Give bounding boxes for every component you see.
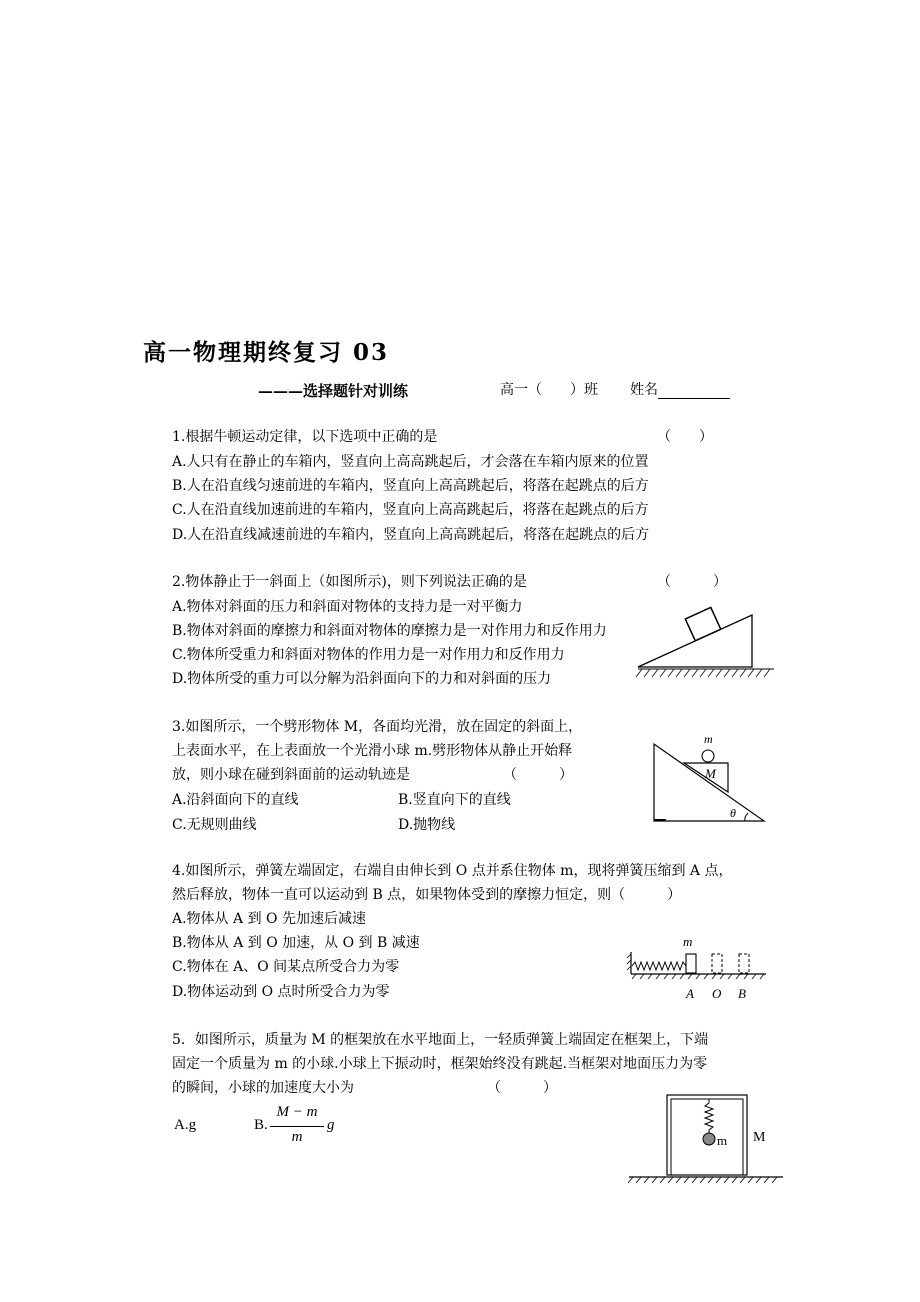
q3-wedge-figure — [648, 728, 778, 828]
q3-stem-line-1: 3.如图所示，一个劈形物体 M，各面均光滑，放在固定的斜面上， — [172, 719, 583, 735]
q2-option-d: D.物体所受的重力可以分解为沿斜面向下的力和对斜面的压力 — [172, 671, 552, 687]
q5-fraction-denominator: m — [291, 1129, 303, 1145]
q1-stem: 1.根据牛顿运动定律，以下选项中正确的是 — [172, 429, 438, 445]
q2-option-b: B.物体对斜面的摩擦力和斜面对物体的摩擦力是一对作用力和反作用力 — [172, 623, 607, 639]
q4-option-a: A.物体从 A 到 O 先加速后减速 — [172, 911, 366, 927]
q3-stem-line-3: 放，则小球在碰到斜面前的运动轨迹是 — [172, 767, 410, 783]
q4-option-d: D.物体运动到 O 点时所受合力为零 — [172, 984, 390, 1000]
q5-ball — [703, 1133, 715, 1145]
q5-label-m: m — [717, 1133, 728, 1148]
q4-spring — [632, 962, 686, 970]
q5-option-a: A.g — [174, 1117, 197, 1133]
q4-option-b: B.物体从 A 到 O 加速，从 O 到 B 减速 — [172, 935, 420, 951]
q5-label-M: M — [753, 1130, 766, 1145]
q2-ground-hatch — [636, 669, 770, 677]
q3-answer-paren[interactable]: （ ） — [503, 767, 573, 783]
q3-incline — [654, 744, 764, 821]
q5-fraction-numerator: M − m — [276, 1104, 318, 1120]
q5-stem-line-3: 的瞬间，小球的加速度大小为 — [172, 1080, 354, 1096]
q4-label-a: A — [686, 986, 694, 1001]
q3-label-M: M — [705, 766, 716, 781]
q3-option-a: A.沿斜面向下的直线 — [172, 792, 299, 808]
q4-block-o — [712, 954, 722, 973]
page-title: 高一物理期终复习 03 — [143, 339, 390, 366]
q5-ground-hatch — [628, 1177, 777, 1183]
q3-angle-arc — [745, 813, 748, 821]
q2-incline-figure — [634, 603, 784, 683]
q2-option-c: C.物体所受重力和斜面对物体的作用力是一对作用力和反作用力 — [172, 647, 565, 663]
q5-spring — [705, 1099, 713, 1133]
q3-option-b: B.竖直向下的直线 — [398, 792, 511, 808]
q2-stem: 2.物体静止于一斜面上（如图所示)，则下列说法正确的是 — [172, 574, 527, 590]
q5-option-b-g: g — [327, 1117, 335, 1133]
q3-option-d: D.抛物线 — [398, 817, 456, 833]
name-label — [630, 381, 730, 399]
q2-option-a: A.物体对斜面的压力和斜面对物体的支持力是一对平衡力 — [172, 599, 523, 615]
q1-option-d: D.人在沿直线减速前进的车箱内，竖直向上高高跳起后，将落在起跳点的后方 — [172, 527, 650, 543]
q5-fraction-bar — [270, 1126, 324, 1127]
q4-option-c: C.物体在 A、O 间某点所受合力为零 — [172, 959, 400, 975]
q2-answer-paren[interactable]: （ ） — [657, 574, 727, 590]
q3-label-m: m — [704, 732, 713, 746]
q4-label-b: B — [738, 986, 746, 1001]
q5-stem-line-2: 固定一个质量为 m 的小球.小球上下振动时，框架始终没有跳起.当框架对地面压力为零 — [172, 1056, 708, 1072]
q2-block — [685, 607, 720, 640]
q3-label-theta: θ — [730, 806, 736, 820]
name-blank[interactable] — [658, 384, 730, 399]
q4-label-o: O — [712, 986, 722, 1001]
q5-answer-paren[interactable]: （ ） — [487, 1080, 557, 1096]
q3-option-c: C.无规则曲线 — [172, 817, 257, 833]
q4-stem-line-1: 4.如图所示，弹簧左端固定，右端自由伸长到 O 点并系住物体 m，现将弹簧压缩到 A 点， — [172, 863, 733, 879]
page-subtitle: ———选择题针对训练 — [258, 382, 409, 400]
q4-floor-hatch — [632, 974, 764, 979]
q5-stem-line-1: 5．如图所示，质量为 M 的框架放在水平地面上，一轻质弹簧上端固定在框架上，下端 — [172, 1032, 709, 1048]
q3-ball — [702, 750, 714, 762]
q1-answer-paren[interactable]: （ ） — [657, 429, 713, 445]
q3-stem-line-2: 上表面水平，在上表面放一个光滑小球 m.劈形物体从静止开始释 — [172, 743, 573, 759]
q5-option-b-prefix: B. — [254, 1117, 268, 1133]
q1-option-b: B.人在沿直线匀速前进的车箱内，竖直向上高高跳起后，将落在起跳点的后方 — [172, 478, 649, 494]
q4-block-b — [739, 954, 749, 973]
q1-option-a: A.人只有在静止的车箱内，竖直向上高高跳起后，才会落在车箱内原来的位置 — [172, 454, 649, 470]
q4-block-a — [686, 954, 696, 973]
q5-frame-figure — [625, 1093, 795, 1193]
q4-label-m: m — [683, 934, 693, 949]
class-text: 高一（ ）班 — [500, 382, 598, 398]
q4-stem-line-2: 然后释放，物体一直可以运动到 B 点，如果物体受到的摩擦力恒定，则（ ） — [172, 887, 682, 903]
q4-spring-figure — [626, 932, 771, 1002]
name-text: 姓名 — [630, 382, 658, 398]
q1-option-c: C.人在沿直线加速前进的车箱内，竖直向上高高跳起后，将落在起跳点的后方 — [172, 502, 649, 518]
class-label — [500, 381, 598, 399]
